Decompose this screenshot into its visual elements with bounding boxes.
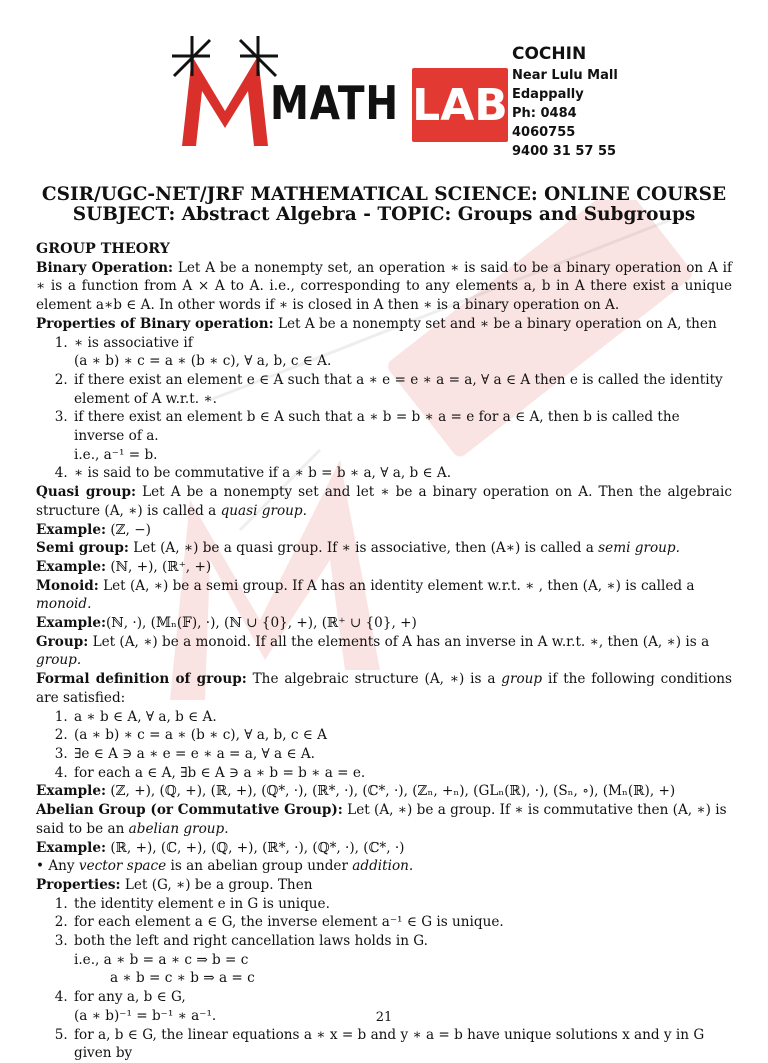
semi-group-def: Semi group: Let (A, ∗) be a quasi group. If ∗ is associative, then (A∗) is called a semi group. — [36, 540, 680, 557]
list-item: 2. (a ∗ b) ∗ c = a ∗ (b ∗ c), ∀ a, b, c ∈ A — [72, 726, 732, 745]
list-item: 3. if there exist an element b ∈ A such that a ∗ b = b ∗ a = e for a ∈ A, then b is called the inverse of a. i.e., a⁻¹ = b. — [72, 408, 732, 464]
list-item: 4. ∗ is said to be commutative if a ∗ b = b ∗ a, ∀ a, b ∈ A. — [72, 464, 732, 483]
example-abelian: Example: (ℝ, +), (ℂ, +), (ℚ, +), (ℝ*, ·), (ℚ*, ·), (ℂ*, ·) — [36, 839, 405, 856]
example-semi: Example: (ℕ, +), (ℝ⁺, +) — [36, 558, 212, 575]
list-item: 4. for each a ∈ A, ∃b ∈ A ∋ a ∗ b = b ∗ a = e. — [72, 764, 732, 783]
binary-operation-def — [36, 259, 732, 315]
example-monoid: Example:(ℕ, ·), (𝕄ₙ(𝔽), ·), (ℕ ∪ {0}, +), (ℝ⁺ ∪ {0}, +) — [36, 615, 417, 632]
subject-title: SUBJECT: Abstract Algebra - TOPIC: Groups and Subgroups — [72, 204, 696, 225]
list-item-sub: i.e., a ∗ b = a ∗ c ⇒ b = c — [74, 951, 249, 968]
list-item: 3. both the left and right cancellation laws holds in G. i.e., a ∗ b = a ∗ c ⇒ b = c a ∗ b = c ∗ b ⇒ a = c — [72, 932, 732, 988]
binary-operation-term: Binary Operation: — [36, 259, 174, 276]
properties-binary-term: Properties of Binary operation: — [36, 315, 274, 332]
mathlab-m-logo — [170, 36, 280, 156]
vector-space-bullet: • Any vector space is an abelian group under addition. — [36, 858, 414, 875]
list-item-sub: (a ∗ b) ∗ c = a ∗ (b ∗ c), ∀ a, b, c ∈ A. — [74, 353, 332, 370]
list-item: 3. ∃e ∈ A ∋ a ∗ e = e ∗ a = a, ∀ a ∈ A. — [72, 745, 732, 764]
list-item: 4. for any a, b ∈ G, (a ∗ b)⁻¹ = b⁻¹ ∗ a⁻¹. — [72, 988, 732, 1025]
page-number: 21 — [375, 1010, 393, 1025]
group-properties-heading: Properties: Let (G, ∗) be a group. Then — [36, 876, 313, 893]
contact-block — [512, 42, 620, 161]
list-item: 2. for each element a ∈ G, the inverse element a⁻¹ ∈ G is unique. — [72, 913, 732, 932]
contact-city: COCHIN — [512, 44, 587, 64]
example-quasi: Example: (ℤ, −) — [36, 521, 151, 538]
example-groups-abelian-def: Example: (ℤ, +), (ℚ, +), (ℝ, +), (ℚ*, ·), (ℝ*, ·), (ℂ*, ·), (ℤₙ, +ₙ), (GLₙ(ℝ), ·), (Sₙ, ∘), (Mₙ(ℝ), +) Abelian Group (or Commutative Group): Let (A, ∗) be a group. If ∗ is commutative then (A, ∗) is said to be an abelian group. — [36, 783, 727, 837]
list-item: 1. the identity element e in G is unique. — [72, 895, 732, 914]
formal-group-list — [36, 708, 732, 783]
list-item-sub: a ∗ b = c ∗ b ⇒ a = c — [110, 970, 255, 987]
contact-line2: Edappally — [512, 87, 584, 102]
list-item: 1. ∗ is associative if (a ∗ b) ∗ c = a ∗ (b ∗ c), ∀ a, b, c ∈ A. — [72, 334, 732, 371]
list-item-sub: i.e., a⁻¹ = b. — [74, 446, 158, 463]
list-item: 5. for a, b ∈ G, the linear equations a ∗ x = b and y ∗ a = b have unique solutions x and y in G given by — [72, 1026, 732, 1063]
list-item-sub: (a ∗ b)⁻¹ = b⁻¹ ∗ a⁻¹. — [74, 1007, 217, 1024]
header — [150, 28, 620, 158]
properties-binary-list — [36, 334, 732, 484]
quasi-group-def: Quasi group: Let A be a nonempty set and let ∗ be a binary operation on A. Then the algebraic structure (A, ∗) is called a quasi group. — [36, 484, 732, 519]
contact-phone: Ph: 0484 4060755 — [512, 106, 577, 140]
group-properties-list — [36, 895, 732, 1063]
list-item: 2. if there exist an element e ∈ A such that a ∗ e = e ∗ a = a, ∀ a ∈ A then e is called the identity element of A w.r.t. ∗. — [72, 371, 732, 408]
logo-math-text: MATH — [270, 76, 399, 130]
contact-mobile: 9400 31 57 55 — [512, 144, 617, 159]
binary-operation-text: Let A be a nonempty set, an operation ∗ is said to be a binary operation on A if ∗ is a function from A × A to A. i.e., corresponding to any elements a, b in A there exist a unique element a∗b ∈ A. In other words if ∗ is closed in A then ∗ is a binary operation on A. — [36, 259, 733, 314]
formal-group-def: Formal definition of group: The algebraic structure (A, ∗) is a group if the following conditions are satisfied: — [36, 671, 732, 706]
logo-lab-text: LAB — [412, 68, 508, 142]
document-body — [36, 240, 732, 1063]
section-heading: GROUP THEORY — [36, 241, 170, 257]
course-title: CSIR/UGC-NET/JRF MATHEMATICAL SCIENCE: ONLINE COURSE — [41, 184, 727, 205]
contact-line1: Near Lulu Mall — [512, 68, 618, 83]
list-item: 1. a ∗ b ∈ A, ∀ a, b ∈ A. — [72, 708, 732, 727]
group-def: Group: Let (A, ∗) be a monoid. If all the elements of A has an inverse in A w.r.t. ∗, then (A, ∗) is a group. — [36, 633, 710, 669]
properties-binary-def — [36, 315, 732, 334]
monoid-def: Monoid: Let (A, ∗) be a semi group. If A has an identity element w.r.t. ∗ , then (A, ∗) is called a monoid. — [36, 577, 695, 613]
properties-binary-text: Let A be a nonempty set and ∗ be a binary operation on A, then — [273, 315, 717, 332]
